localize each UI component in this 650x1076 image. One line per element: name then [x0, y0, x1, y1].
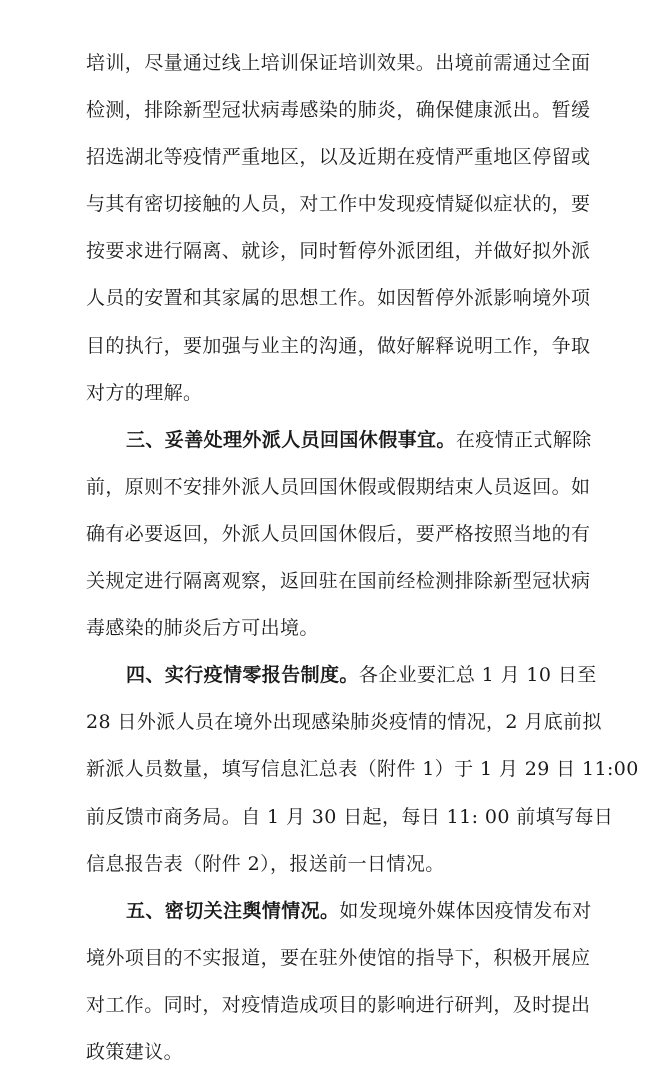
text-line: 确有必要返回，外派人员回国休假后，要严格按照当地的有: [86, 522, 591, 545]
section-text: 在疫情正式解除: [455, 428, 592, 451]
section-3: [86, 417, 592, 652]
section-heading: 三、妥善处理外派人员回国休假事宜。: [126, 428, 456, 451]
text-line: 检测，排除新型冠状病毒感染的肺炎，确保健康派出。暂缓: [86, 99, 591, 122]
text-line: 境外项目的不实报道，要在驻外使馆的指导下，积极开展应: [86, 946, 591, 969]
section-text: 各企业要汇总 1 月 10 日至: [358, 664, 597, 687]
section-heading: 四、实行疫情零报告制度。: [126, 664, 359, 687]
section-first-line: [86, 888, 592, 935]
text-line: 人员的安置和其家属的思想工作。如因暂停外派影响境外项: [86, 287, 591, 310]
text-line: 28 日外派人员在境外出现感染肺炎疫情的情况，2 月底前拟: [86, 711, 602, 734]
text-line: 对方的理解。: [86, 381, 203, 404]
text-line: 政策建议。: [86, 1040, 184, 1063]
paragraph-continued: [86, 40, 591, 417]
text-line: 按要求进行隔离、就诊，同时暂停外派团组，并做好拟外派: [86, 240, 591, 263]
text-line: 关规定进行隔离观察，返回驻在国前经检测排除新型冠状病: [86, 570, 591, 593]
section-5: [86, 888, 592, 1076]
document-body: [86, 40, 639, 1076]
text-line: 前，原则不安排外派人员回国休假或假期结束人员返回。如: [86, 475, 591, 498]
text-line: 目的执行，要加强与业主的沟通，做好解释说明工作，争取: [86, 334, 591, 357]
text-line: 前反馈市商务局。自 1 月 30 日起，每日 11: 00 前填写每日: [86, 805, 614, 828]
section-heading: 五、密切关注舆情情况。: [126, 899, 340, 922]
section-first-line: [86, 417, 592, 464]
section-text: 如发现境外媒体因疫情发布对: [339, 899, 592, 922]
text-line: 与其有密切接触的人员，对工作中发现疫情疑似症状的，要: [86, 193, 591, 216]
text-line: 新派人员数量，填写信息汇总表（附件 1）于 1 月 29 日 11:00: [86, 758, 639, 781]
text-line: 毒感染的肺炎后方可出境。: [86, 617, 319, 640]
section-first-line: [86, 652, 597, 699]
text-line: 信息报告表（附件 2），报送前一日情况。: [86, 852, 445, 875]
text-line: 培训，尽量通过线上培训保证培训效果。出境前需通过全面: [86, 52, 591, 74]
text-line: 招选湖北等疫情严重地区，以及近期在疫情严重地区停留或: [86, 146, 591, 169]
text-line: 对工作。同时，对疫情造成项目的影响进行研判，及时提出: [86, 993, 591, 1016]
section-4: [86, 652, 639, 887]
